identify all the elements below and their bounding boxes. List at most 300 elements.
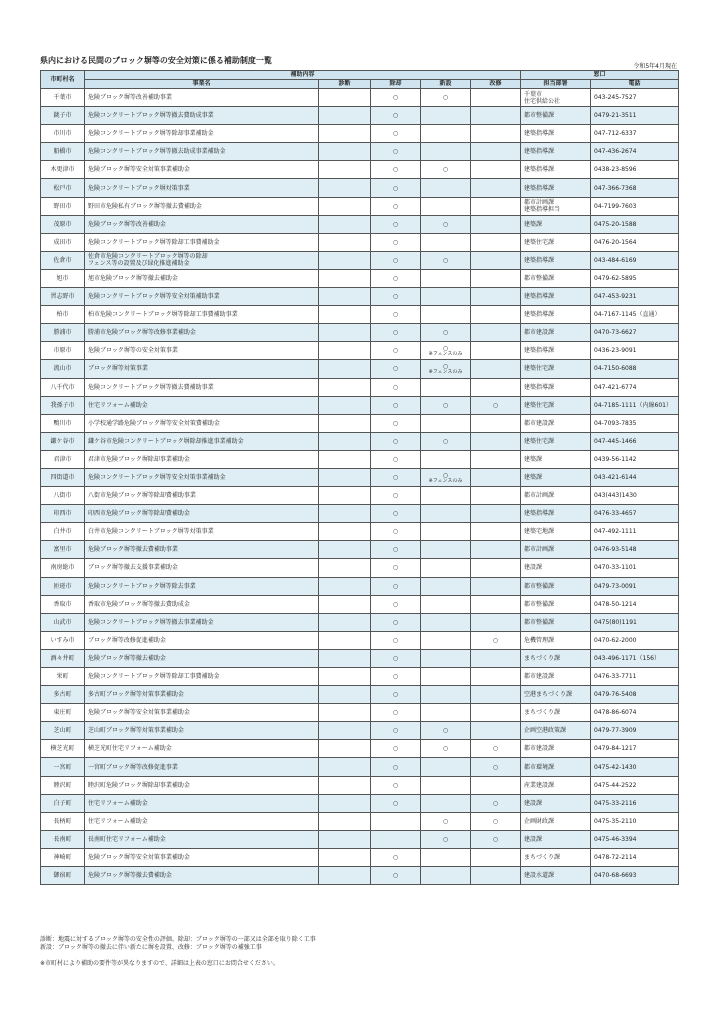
removal-cell: ○ <box>371 740 421 758</box>
department-cell: 建築住宅課 <box>521 360 591 378</box>
department-cell: まちづくり課 <box>521 704 591 722</box>
new-install-cell: ○ <box>421 215 471 233</box>
removal-cell: ○ <box>371 487 421 505</box>
repair-cell <box>471 523 521 541</box>
municipality-cell: 茂原市 <box>41 215 85 233</box>
phone-cell: 0478-50-1214 <box>591 595 679 613</box>
municipality-cell: 長柄町 <box>41 812 85 830</box>
project-name-cell: 危険コンクリートブロック塀等撤去事業補助金 <box>85 613 319 631</box>
phone-cell: 0470-33-1101 <box>591 559 679 577</box>
repair-cell <box>471 848 521 866</box>
repair-cell <box>471 161 521 179</box>
diagnosis-cell <box>319 686 371 704</box>
new-install-cell: ○ ※フェンスのみ <box>421 360 471 378</box>
department-cell: 都市建設課 <box>521 668 591 686</box>
municipality-cell: 君津市 <box>41 450 85 468</box>
repair-cell <box>471 215 521 233</box>
header-municipality: 市町村名 <box>41 71 85 89</box>
table-row <box>41 324 679 342</box>
new-install-cell <box>421 523 471 541</box>
phone-cell: 04-7199-7603 <box>591 197 679 215</box>
removal-cell: ○ <box>371 378 421 396</box>
diagnosis-cell <box>319 89 371 107</box>
diagnosis-cell <box>319 541 371 559</box>
project-name-cell: 危険ブロック塀等安全対策事業補助金 <box>85 848 319 866</box>
new-install-cell <box>421 288 471 306</box>
new-install-cell: ○ <box>421 722 471 740</box>
repair-cell <box>471 686 521 704</box>
removal-cell: ○ <box>371 848 421 866</box>
table-row <box>41 559 679 577</box>
table-row <box>41 269 679 287</box>
repair-cell <box>471 559 521 577</box>
repair-cell <box>471 776 521 794</box>
removal-cell: ○ <box>371 541 421 559</box>
municipality-cell: 四街道市 <box>41 468 85 486</box>
removal-cell: ○ <box>371 143 421 161</box>
phone-cell: 0438-23-8596 <box>591 161 679 179</box>
table-row <box>41 595 679 613</box>
project-name-cell: 君津市危険ブロック塀除却事業補助金 <box>85 450 319 468</box>
removal-cell: ○ <box>371 432 421 450</box>
new-install-cell <box>421 450 471 468</box>
phone-cell: 047-453-9231 <box>591 288 679 306</box>
department-cell: 企画空港政策課 <box>521 722 591 740</box>
new-install-cell: ○ <box>421 161 471 179</box>
project-name-cell: 小学校通学路危険ブロック塀等安全対策費補助金 <box>85 414 319 432</box>
new-install-cell <box>421 668 471 686</box>
municipality-cell: 鴨川市 <box>41 414 85 432</box>
removal-cell: ○ <box>371 613 421 631</box>
project-name-cell: 横芝光町住宅リフォーム補助金 <box>85 740 319 758</box>
repair-cell <box>471 595 521 613</box>
project-name-cell: 危険ブロック塀等安全対策事業補助金 <box>85 161 319 179</box>
repair-cell <box>471 613 521 631</box>
diagnosis-cell <box>319 215 371 233</box>
removal-cell: ○ <box>371 288 421 306</box>
removal-cell <box>371 812 421 830</box>
removal-cell: ○ <box>371 306 421 324</box>
table-row <box>41 487 679 505</box>
project-name-cell: 一宮町ブロック塀等改修促進事業 <box>85 758 319 776</box>
new-install-cell <box>421 613 471 631</box>
project-name-cell: 長南町住宅リフォーム補助金 <box>85 830 319 848</box>
new-install-cell <box>421 867 471 885</box>
department-cell: 建築課 <box>521 468 591 486</box>
repair-cell <box>471 722 521 740</box>
department-cell: 建築指導課 <box>521 161 591 179</box>
repair-cell <box>471 577 521 595</box>
diagnosis-cell <box>319 269 371 287</box>
department-cell: 都市整備課 <box>521 595 591 613</box>
project-name-cell: ブロック塀等対策事業 <box>85 360 319 378</box>
department-cell: まちづくり課 <box>521 848 591 866</box>
diagnosis-cell <box>319 360 371 378</box>
project-name-cell: 白井市危険コンクリートブロック塀等対策事業 <box>85 523 319 541</box>
new-install-cell <box>421 704 471 722</box>
diagnosis-cell <box>319 867 371 885</box>
project-name-cell: 危険コンクリートブロック塀等除却工事費補助金 <box>85 233 319 251</box>
removal-cell: ○ <box>371 179 421 197</box>
diagnosis-cell <box>319 487 371 505</box>
department-cell: 建築指導課 <box>521 342 591 360</box>
diagnosis-cell <box>319 107 371 125</box>
diagnosis-cell <box>319 125 371 143</box>
department-cell: 建築住宅課 <box>521 233 591 251</box>
municipality-cell: 八千代市 <box>41 378 85 396</box>
project-name-cell: 住宅リフォーム補助金 <box>85 396 319 414</box>
repair-cell: ○ <box>471 812 521 830</box>
removal-cell: ○ <box>371 649 421 667</box>
diagnosis-cell <box>319 668 371 686</box>
department-cell: 建築指導課 <box>521 505 591 523</box>
municipality-cell: 千葉市 <box>41 89 85 107</box>
removal-cell: ○ <box>371 758 421 776</box>
removal-cell: ○ <box>371 89 421 107</box>
phone-cell: 047-492-1111 <box>591 523 679 541</box>
table-row <box>41 432 679 450</box>
department-cell: 都市整備課 <box>521 577 591 595</box>
new-install-cell <box>421 269 471 287</box>
footnote-line: 診断：地震に対するブロック塀等の安全性の評価、除却：ブロック塀等の一部又は全部を取り除く工事 <box>40 936 316 943</box>
department-cell: 建築指導課 <box>521 251 591 269</box>
project-name-cell: 危険ブロック塀等撤去補助金 <box>85 649 319 667</box>
repair-cell <box>471 251 521 269</box>
project-name-cell: 危険コンクリートブロック塀対策事業 <box>85 179 319 197</box>
removal-cell: ○ <box>371 161 421 179</box>
header-phone: 電話 <box>591 80 679 89</box>
diagnosis-cell <box>319 523 371 541</box>
diagnosis-cell <box>319 704 371 722</box>
phone-cell: 0479-77-3909 <box>591 722 679 740</box>
phone-cell: 043-496-1171（156） <box>591 649 679 667</box>
municipality-cell: 旭市 <box>41 269 85 287</box>
repair-cell <box>471 668 521 686</box>
diagnosis-cell <box>319 197 371 215</box>
removal-cell: ○ <box>371 414 421 432</box>
project-name-cell: 印西市危険ブロック塀等除却費補助金 <box>85 505 319 523</box>
table-row <box>41 613 679 631</box>
repair-cell <box>471 197 521 215</box>
removal-cell: ○ <box>371 342 421 360</box>
phone-cell: 0475-42-1430 <box>591 758 679 776</box>
table-row <box>41 776 679 794</box>
new-install-cell <box>421 179 471 197</box>
table-row <box>41 505 679 523</box>
phone-cell: 047-712-6337 <box>591 125 679 143</box>
removal-cell: ○ <box>371 577 421 595</box>
new-install-cell <box>421 577 471 595</box>
table-row <box>41 758 679 776</box>
phone-cell: 047-366-7368 <box>591 179 679 197</box>
repair-cell <box>471 432 521 450</box>
new-install-cell <box>421 595 471 613</box>
diagnosis-cell <box>319 812 371 830</box>
municipality-cell: 香取市 <box>41 595 85 613</box>
phone-cell: 0436-23-9091 <box>591 342 679 360</box>
removal-cell: ○ <box>371 233 421 251</box>
phone-cell: 0478-72-2114 <box>591 848 679 866</box>
repair-cell <box>471 179 521 197</box>
department-cell: 建築指導課 <box>521 288 591 306</box>
diagnosis-cell <box>319 179 371 197</box>
department-cell: 産業建設課 <box>521 776 591 794</box>
fence-only-note: ※フェンスのみ <box>428 368 463 375</box>
department-cell: 企画財政課 <box>521 812 591 830</box>
department-cell: 空港まちづくり課 <box>521 686 591 704</box>
new-install-cell: ○ ※フェンスのみ <box>421 468 471 486</box>
table-row <box>41 523 679 541</box>
department-cell: 都市計画課 建築指導担当 <box>521 197 591 215</box>
table-row <box>41 251 679 269</box>
project-name-cell: 佐倉市危険コンクリートブロック塀等の除却 フェンス等の設置及び緑化推進補助金 <box>85 251 319 269</box>
new-install-cell <box>421 631 471 649</box>
department-cell: 都市計画課 <box>521 541 591 559</box>
page-title: 県内における民間のブロック塀等の安全対策に係る補助制度一覧 <box>40 56 272 65</box>
repair-cell <box>471 269 521 287</box>
table-row <box>41 649 679 667</box>
municipality-cell: 東庄町 <box>41 704 85 722</box>
project-name-cell: 八街市危険ブロック塀等除却費補助事業 <box>85 487 319 505</box>
municipality-cell: 成田市 <box>41 233 85 251</box>
header-subsidy-content: 補助内容 <box>85 71 521 80</box>
removal-cell: ○ <box>371 450 421 468</box>
project-name-cell: 危険コンクリートブロック塀等除却工事費補助金 <box>85 668 319 686</box>
municipality-cell: 御宿町 <box>41 867 85 885</box>
municipality-cell: 一宮町 <box>41 758 85 776</box>
municipality-cell: 我孫子市 <box>41 396 85 414</box>
removal-cell: ○ <box>371 251 421 269</box>
municipality-cell: 野田市 <box>41 197 85 215</box>
diagnosis-cell <box>319 432 371 450</box>
municipality-cell: 長南町 <box>41 830 85 848</box>
project-name-cell: 勝浦市危険ブロック塀等改修事業補助金 <box>85 324 319 342</box>
header-new-install: 新設 <box>421 80 471 89</box>
department-cell: 都市整備課 <box>521 107 591 125</box>
phone-cell: 043-484-6169 <box>591 251 679 269</box>
removal-cell: ○ <box>371 215 421 233</box>
new-install-cell <box>421 197 471 215</box>
phone-cell: 0479-76-5408 <box>591 686 679 704</box>
new-install-cell <box>421 378 471 396</box>
municipality-cell: 富里市 <box>41 541 85 559</box>
table-row <box>41 107 679 125</box>
table-row <box>41 848 679 866</box>
project-name-cell: 多古町ブロック塀等対策事業補助金 <box>85 686 319 704</box>
municipality-cell: 銚子市 <box>41 107 85 125</box>
new-install-cell: ○ <box>421 830 471 848</box>
repair-cell <box>471 378 521 396</box>
table-row <box>41 161 679 179</box>
new-install-cell <box>421 758 471 776</box>
department-cell: 千葉市 住宅供給公社 <box>521 89 591 107</box>
removal-cell: ○ <box>371 867 421 885</box>
municipality-cell: 市川市 <box>41 125 85 143</box>
subsidy-table <box>40 70 679 885</box>
fence-only-note: ※フェンスのみ <box>428 350 463 357</box>
table-row <box>41 740 679 758</box>
project-name-cell: 危険ブロック塀等改善補助金 <box>85 215 319 233</box>
phone-cell: 0475(80)1191 <box>591 613 679 631</box>
new-install-cell <box>421 649 471 667</box>
new-install-cell: ○ <box>421 396 471 414</box>
removal-cell: ○ <box>371 686 421 704</box>
new-install-cell <box>421 848 471 866</box>
table-row <box>41 125 679 143</box>
department-cell: 建築住宅課 <box>521 432 591 450</box>
project-name-cell: ブロック塀等撤去支援事業補助金 <box>85 559 319 577</box>
municipality-cell: 柏市 <box>41 306 85 324</box>
removal-cell: ○ <box>371 269 421 287</box>
diagnosis-cell <box>319 649 371 667</box>
repair-cell: ○ <box>471 396 521 414</box>
new-install-cell <box>421 306 471 324</box>
repair-cell <box>471 487 521 505</box>
phone-cell: 0476-33-7711 <box>591 668 679 686</box>
diagnosis-cell <box>319 143 371 161</box>
phone-cell: 0439-56-1142 <box>591 450 679 468</box>
new-install-cell: ○ <box>421 812 471 830</box>
removal-cell: ○ <box>371 468 421 486</box>
diagnosis-cell <box>319 468 371 486</box>
municipality-cell: 船橋市 <box>41 143 85 161</box>
project-name-cell: 柏市危険コンクリートブロック塀等除却工事費補助事業 <box>85 306 319 324</box>
header-removal: 除却 <box>371 80 421 89</box>
new-install-cell <box>421 794 471 812</box>
repair-cell <box>471 450 521 468</box>
table-row <box>41 468 679 486</box>
repair-cell: ○ <box>471 631 521 649</box>
municipality-cell: 松戸市 <box>41 179 85 197</box>
department-cell: まちづくり課 <box>521 649 591 667</box>
department-cell: 危機管理課 <box>521 631 591 649</box>
removal-cell: ○ <box>371 776 421 794</box>
removal-cell: ○ <box>371 668 421 686</box>
new-install-cell: ○ <box>421 324 471 342</box>
header-repair: 改修 <box>471 80 521 89</box>
repair-cell: ○ <box>471 740 521 758</box>
table-row <box>41 867 679 885</box>
project-name-cell: 鎌ケ谷市危険コンクリートブロック塀除却推進事業補助金 <box>85 432 319 450</box>
project-name-cell: 香取市危険ブロック塀等撤去費助成金 <box>85 595 319 613</box>
footnotes <box>40 936 670 952</box>
removal-cell: ○ <box>371 324 421 342</box>
phone-cell: 0475-20-1588 <box>591 215 679 233</box>
removal-cell: ○ <box>371 704 421 722</box>
table-row <box>41 631 679 649</box>
table-row <box>41 414 679 432</box>
new-install-cell: ○ <box>421 89 471 107</box>
repair-cell <box>471 360 521 378</box>
new-install-cell <box>421 487 471 505</box>
phone-cell: 043-421-6144 <box>591 468 679 486</box>
project-name-cell: 危険ブロック塀等安全対策事業補助金 <box>85 704 319 722</box>
phone-cell: 0470-73-6627 <box>591 324 679 342</box>
diagnosis-cell <box>319 631 371 649</box>
fence-only-note: ※フェンスのみ <box>428 477 463 484</box>
repair-cell: ○ <box>471 794 521 812</box>
department-cell: 建築宅地課 <box>521 523 591 541</box>
repair-cell <box>471 125 521 143</box>
table-row <box>41 197 679 215</box>
municipality-cell: 横芝光町 <box>41 740 85 758</box>
municipality-cell: いすみ市 <box>41 631 85 649</box>
project-name-cell: 芝山町ブロック塀等対策事業補助金 <box>85 722 319 740</box>
department-cell: 建設水道課 <box>521 867 591 885</box>
table-row <box>41 215 679 233</box>
municipality-cell: 勝浦市 <box>41 324 85 342</box>
project-name-cell: 危険コンクリートブロック塀等安全対策事業補助金 <box>85 468 319 486</box>
department-cell: 都市計画課 <box>521 487 591 505</box>
repair-cell: ○ <box>471 758 521 776</box>
municipality-cell: 木更津市 <box>41 161 85 179</box>
new-install-cell <box>421 143 471 161</box>
removal-cell: ○ <box>371 360 421 378</box>
municipality-cell: 流山市 <box>41 360 85 378</box>
table-row <box>41 794 679 812</box>
diagnosis-cell <box>319 378 371 396</box>
department-cell: 建築住宅課 <box>521 396 591 414</box>
project-name-cell: 危険ブロック塀等改善補助事業 <box>85 89 319 107</box>
municipality-cell: 芝山町 <box>41 722 85 740</box>
project-name-cell: 危険コンクリートブロック塀等撤去費補助事業 <box>85 378 319 396</box>
new-install-cell <box>421 559 471 577</box>
municipality-cell: 習志野市 <box>41 288 85 306</box>
department-cell: 建築課 <box>521 215 591 233</box>
department-cell: 都市環境課 <box>521 758 591 776</box>
phone-cell: 04-7185-1111（内線601） <box>591 396 679 414</box>
project-name-cell: 危険コンクリートブロック塀等撤去助成事業補助金 <box>85 143 319 161</box>
department-cell: 都市建設課 <box>521 414 591 432</box>
table-row <box>41 577 679 595</box>
diagnosis-cell <box>319 848 371 866</box>
new-install-cell: ○ ※フェンスのみ <box>421 342 471 360</box>
department-cell: 建設課 <box>521 830 591 848</box>
project-name-cell: 危険コンクリートブロック塀等除却事業補助金 <box>85 125 319 143</box>
department-cell: 建設課 <box>521 794 591 812</box>
project-name-cell: 危険コンクリートブロック塀等除去事業 <box>85 577 319 595</box>
diagnosis-cell <box>319 233 371 251</box>
removal-cell <box>371 830 421 848</box>
table-row <box>41 233 679 251</box>
repair-cell <box>471 541 521 559</box>
phone-cell: 0475-35-2110 <box>591 812 679 830</box>
municipality-cell: 山武市 <box>41 613 85 631</box>
removal-cell: ○ <box>371 505 421 523</box>
department-cell: 建築指導課 <box>521 378 591 396</box>
project-name-cell: 野田市危険私有ブロック塀等撤去費補助金 <box>85 197 319 215</box>
table-row <box>41 686 679 704</box>
phone-cell: 04-7150-6088 <box>591 360 679 378</box>
diagnosis-cell <box>319 559 371 577</box>
municipality-cell: 八街市 <box>41 487 85 505</box>
department-cell: 都市建設課 <box>521 740 591 758</box>
municipality-cell: 鎌ケ谷市 <box>41 432 85 450</box>
diagnosis-cell <box>319 595 371 613</box>
new-install-cell <box>421 776 471 794</box>
repair-cell <box>471 342 521 360</box>
phone-cell: 0475-46-3394 <box>591 830 679 848</box>
table-row <box>41 342 679 360</box>
diagnosis-cell <box>319 794 371 812</box>
repair-cell <box>471 867 521 885</box>
table-row <box>41 812 679 830</box>
project-name-cell: 危険ブロック塀等の安全対策事業 <box>85 342 319 360</box>
phone-cell: 0475-33-2116 <box>591 794 679 812</box>
diagnosis-cell <box>319 740 371 758</box>
municipality-cell: 栄町 <box>41 668 85 686</box>
removal-cell: ○ <box>371 559 421 577</box>
